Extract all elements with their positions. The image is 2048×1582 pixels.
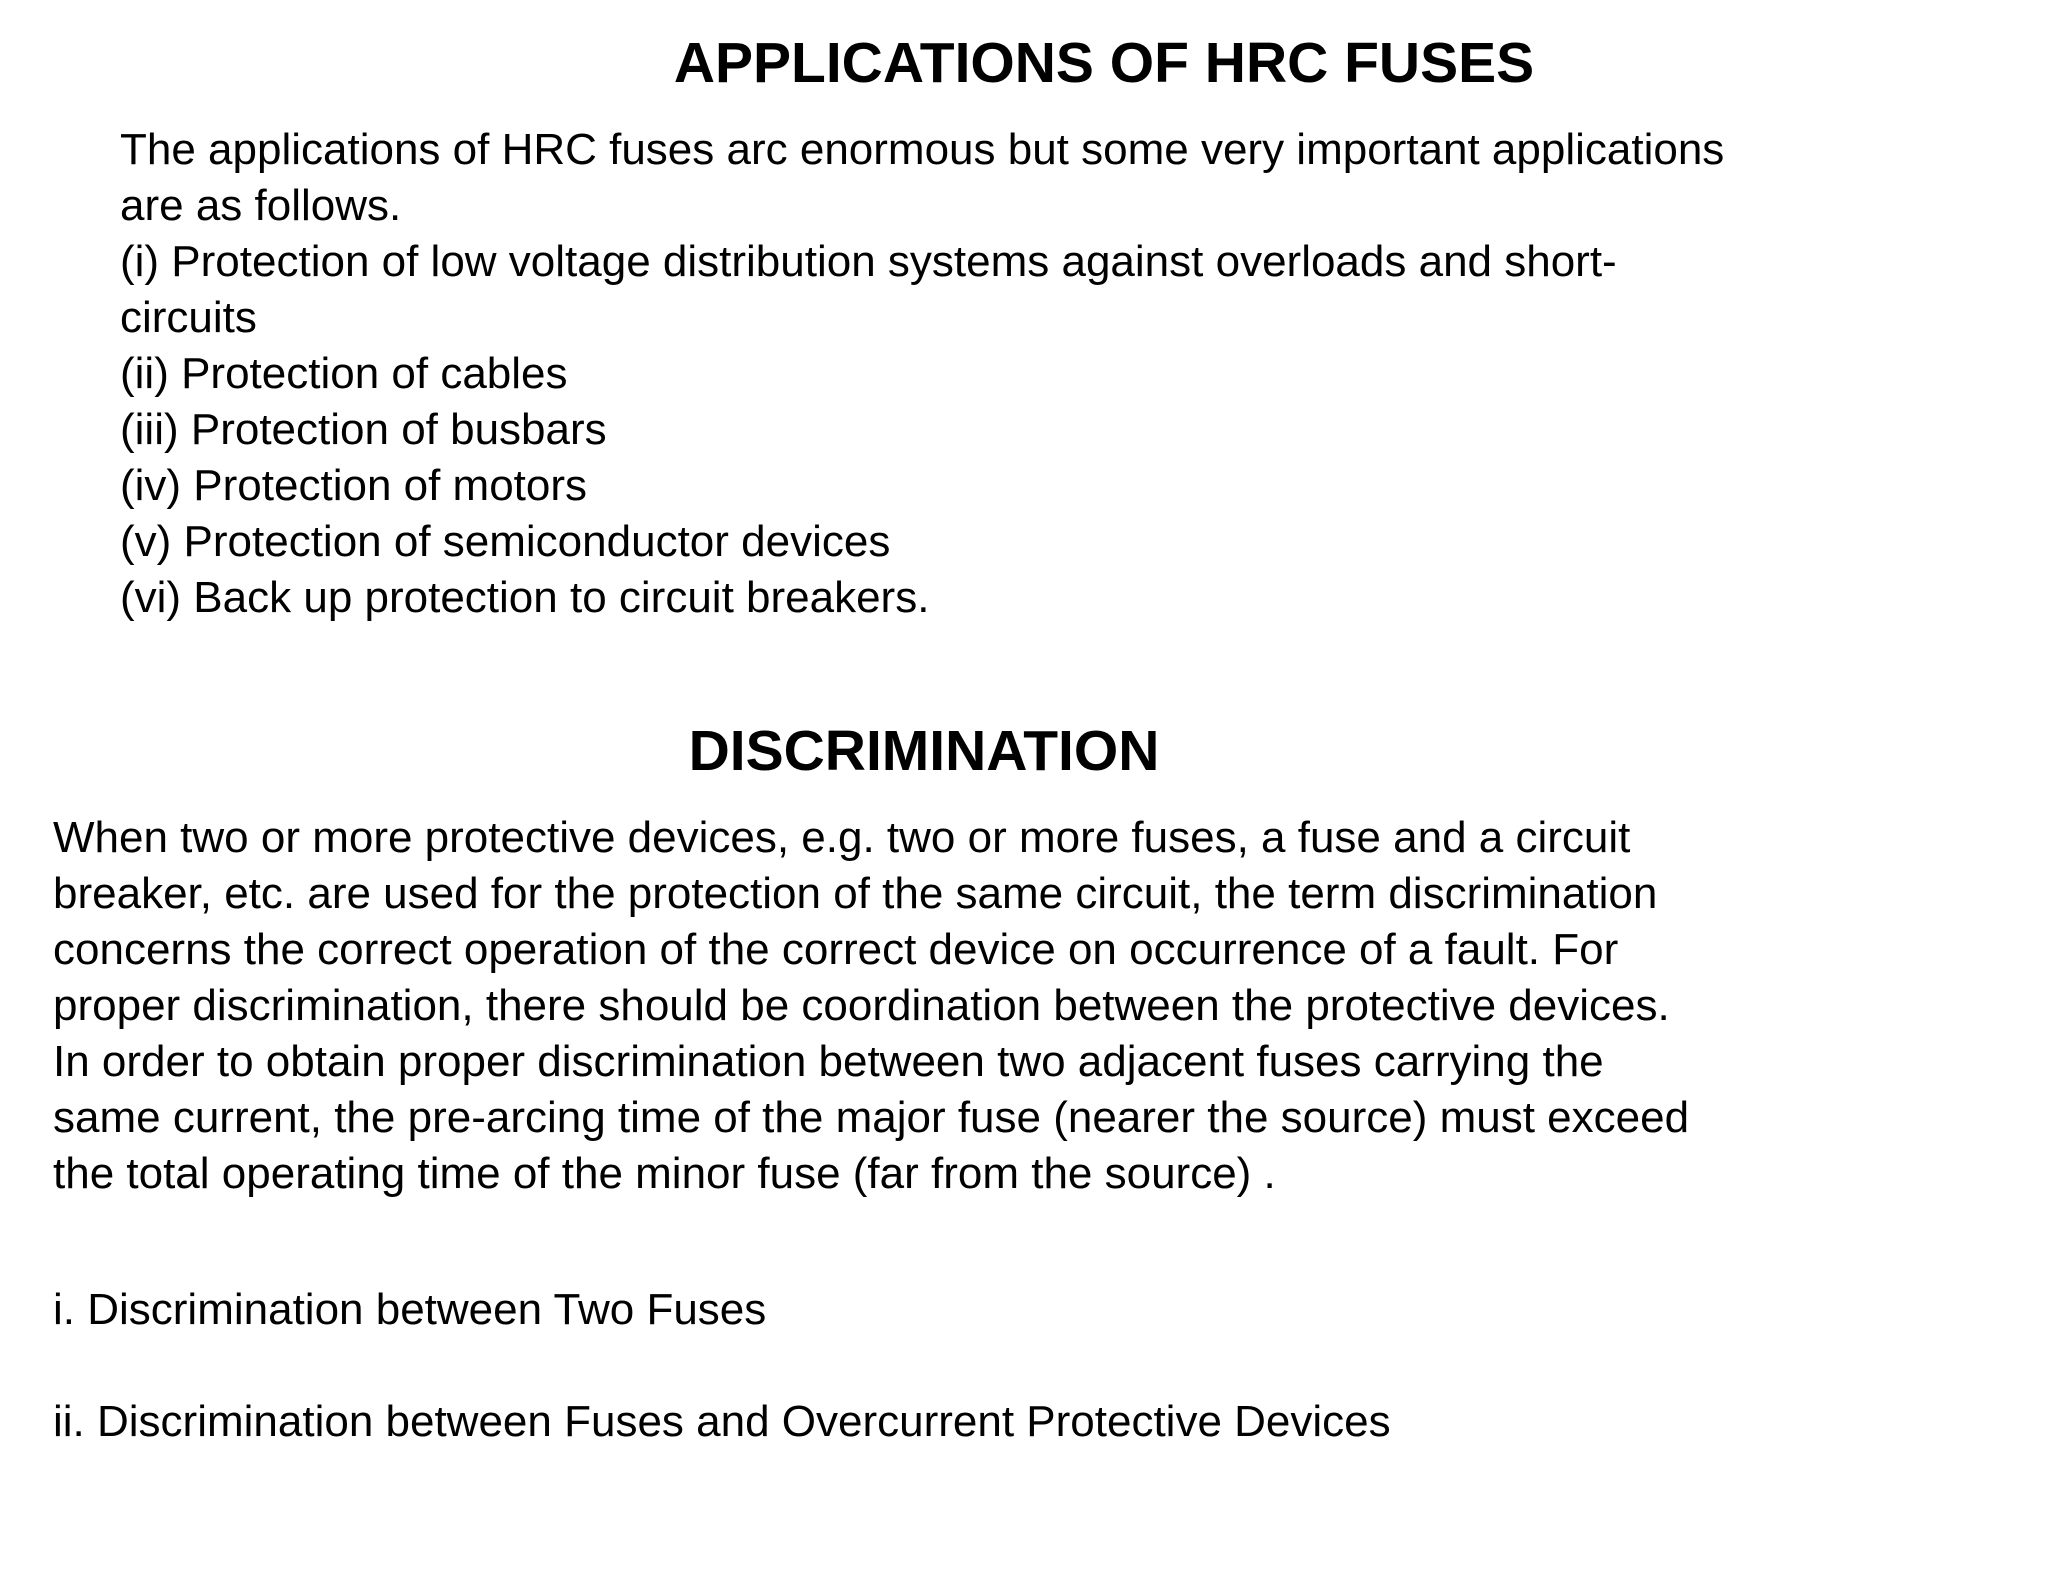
application-item: (v) Protection of semiconductor devices (120, 517, 891, 566)
discrimination-title: DISCRIMINATION (688, 719, 1160, 783)
applications-title: APPLICATIONS OF HRC FUSES (673, 31, 1535, 95)
paragraph-line: breaker, etc. are used for the protection of the same circuit, the term discrimination (53, 869, 1658, 918)
paragraph-line: concerns the correct operation of the correct device on occurrence of a fault. For (53, 925, 1619, 974)
paragraph-line: When two or more protective devices, e.g. two or more fuses, a fuse and a circuit (53, 813, 1631, 862)
paragraph-line: In order to obtain proper discrimination between two adjacent fuses carrying the (53, 1037, 1604, 1086)
application-item: (iii) Protection of busbars (120, 405, 607, 454)
intro-line: are as follows. (120, 181, 402, 230)
applications-text-block (120, 122, 1840, 626)
discrimination-paragraph (53, 810, 1893, 1202)
paragraph-line: the total operating time of the minor fuse (far from the source) . (53, 1149, 1276, 1198)
application-item: (iv) Protection of motors (120, 461, 588, 510)
application-item: (i) Protection of low voltage distribution systems against overloads and short- (120, 237, 1617, 286)
paragraph-line: proper discrimination, there should be coordination between the protective devices. (53, 981, 1670, 1030)
application-item: (vi) Back up protection to circuit breakers. (120, 573, 930, 622)
application-item: circuits (120, 293, 257, 342)
application-item: (ii) Protection of cables (120, 349, 568, 398)
discrimination-subitem: ii. Discrimination between Fuses and Overcurrent Protective Devices (53, 1397, 1391, 1446)
paragraph-line: same current, the pre-arcing time of the major fuse (nearer the source) must exceed (53, 1093, 1690, 1142)
intro-line: The applications of HRC fuses arc enormous but some very important applications (120, 125, 1725, 174)
discrimination-subitem: i. Discrimination between Two Fuses (53, 1285, 767, 1334)
